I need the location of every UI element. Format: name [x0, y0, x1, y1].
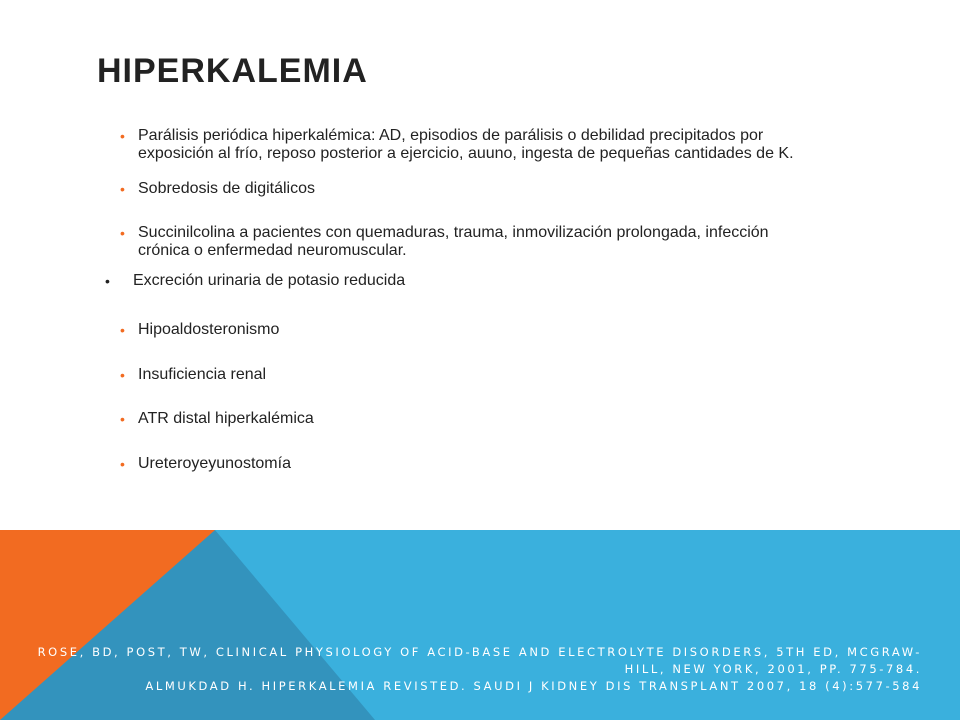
bullet-text: Insuficiencia renal — [138, 366, 267, 383]
bullet-dot-icon: • — [105, 273, 110, 289]
bullet-item — [120, 366, 267, 384]
bullet-item — [120, 321, 280, 339]
bullet-text-continued: exposición al frío, reposo posterior a ejercicio, auuno, ingesta de pequeñas cantidades de K. — [138, 145, 794, 162]
reference-line: HILL, NEW YORK, 2001, PP. 775-784. — [624, 662, 922, 676]
bullet-text: Sobredosis de digitálicos — [138, 180, 315, 197]
bullet-dot-icon: • — [120, 322, 125, 338]
bullet-text-continued: crónica o enfermedad neuromuscular. — [138, 242, 407, 259]
slide-title: HIPERKALEMIA — [97, 52, 368, 90]
bullet-item — [120, 180, 315, 198]
references — [22, 644, 922, 695]
bullet-item — [120, 410, 314, 428]
bullet-dot-icon: • — [120, 456, 125, 472]
bullet-text: Hipoaldosteronismo — [138, 321, 280, 338]
bullet-dot-icon: • — [120, 225, 125, 241]
bullet-item — [120, 127, 794, 163]
bullet-text: Parálisis periódica hiperkalémica: AD, episodios de parálisis o debilidad precipitados por — [138, 127, 764, 144]
bullet-text: Succinilcolina a pacientes con quemaduras, trauma, inmovilización prolongada, infección — [138, 224, 769, 241]
bullet-dot-icon: • — [120, 181, 125, 197]
bullet-text: Ureteroyeyunostomía — [138, 455, 291, 472]
bullet-item — [120, 224, 769, 260]
reference-line: ALMUKDAD H. HIPERKALEMIA REVISTED. SAUDI J KIDNEY DIS TRANSPLANT 2007, 18 (4):577-584 — [145, 679, 922, 693]
bullet-dot-icon: • — [120, 411, 125, 427]
bullet-text: Excreción urinaria de potasio reducida — [133, 272, 406, 289]
reference-line: ROSE, BD, POST, TW, CLINICAL PHYSIOLOGY OF ACID-BASE AND ELECTROLYTE DISORDERS, 5TH ED, MCGRAW- — [37, 645, 922, 659]
bullet-text: ATR distal hiperkalémica — [138, 410, 314, 427]
bullet-dot-icon: • — [120, 367, 125, 383]
bullet-item-heading — [105, 272, 406, 290]
bullet-dot-icon: • — [120, 128, 125, 144]
bullet-item — [120, 455, 291, 473]
